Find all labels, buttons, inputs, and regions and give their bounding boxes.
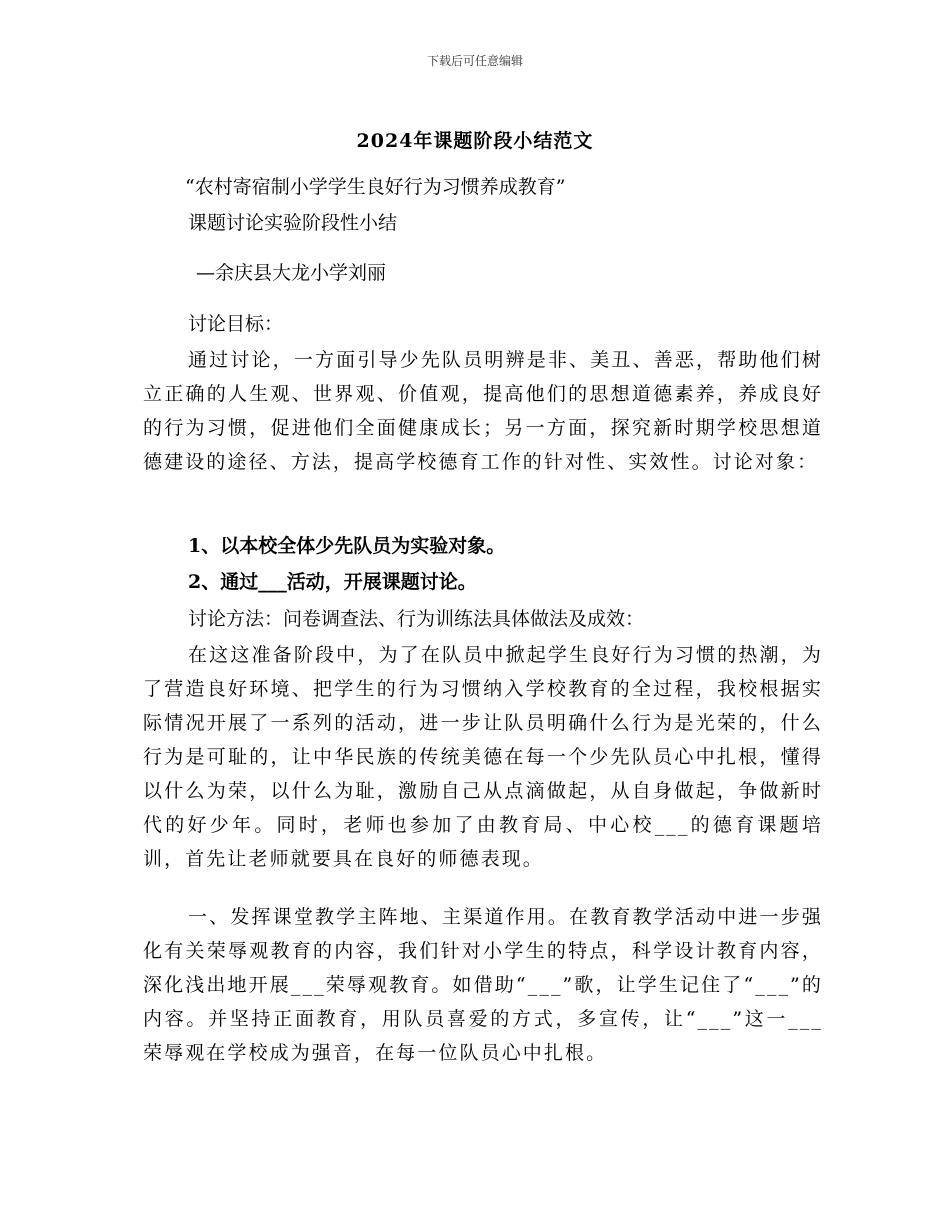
method-line: 讨论方法：问卷调查法、行为训练法具体做法及成效： (188, 608, 645, 630)
section-goal-label: 讨论目标： (188, 313, 284, 335)
subtitle-line-1: “农村寄宿制小学学生良好行为习惯养成教育” (185, 176, 566, 198)
goal-paragraph: 通过讨论，一方面引导少先队员明辨是非、美丑、善恶，帮助他们树立正确的人生观、世界观、价值观，提高他们的思想道德素养，养成良好的行为习惯，促进他们全面健康成长；另一方面，探究新时期学校思想道德建设的途径、方法，提高学校德育工作的针对性、实效性。讨论对象： (143, 349, 823, 473)
preparation-paragraph: 在这这准备阶段中，为了在队员中掀起学生良好行为习惯的热潮，为了营造良好环境、把学生的行为习惯纳入学校教育的全过程，我校根据实际情况开展了一系列的活动，进一步让队员明确什么行为是光荣的，什么行为是可耻的，让中华民族的传统美德在每一个少先队员心中扎根，懂得以什么为荣，以什么为耻，激励自己从点滴做起，从自身做起，争做新时代的好少年。同时，老师也参加了由教育局、中心校___的德育课题培训，首先让老师就要具在良好的师德表现。 (143, 644, 823, 870)
header-note: 下载后可任意编辑 (426, 54, 523, 68)
author-line: —余庆县大龙小学刘丽 (196, 262, 387, 284)
document-title: 2024年课题阶段小结范文 (356, 130, 594, 152)
point-1-paragraph: 一、发挥课堂教学主阵地、主渠道作用。在教育教学活动中进一步强化有关荣辱观教育的内容，我们针对小学生的特点，科学设计教育内容，深化浅出地开展___荣辱观教育。如借助“___”歌，让学生记住了“___”的内容。并坚持正面教育，用队员喜爱的方式，多宣传，让“___”这一___荣辱观在学校成为强音，在每一位队员心中扎根。 (143, 906, 823, 1064)
list-item-2: 2、通过___活动，开展课题讨论。 (188, 571, 477, 593)
subtitle-line-2: 课题讨论实验阶段性小结 (188, 212, 398, 234)
list-item-1: 1、以本校全体少先队员为实验对象。 (188, 535, 506, 557)
